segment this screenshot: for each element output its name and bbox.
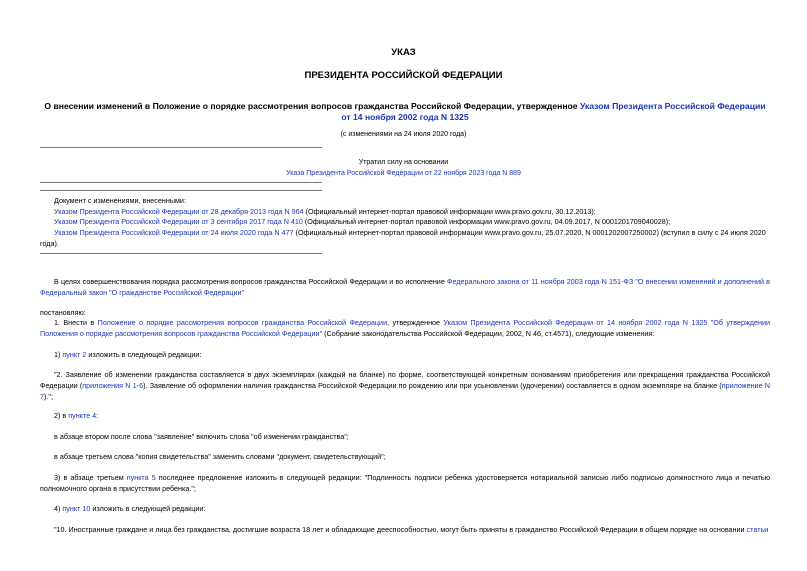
preamble-text: В целях совершенствования порядка рассмотрения вопросов гражданства Российской Федерации и во исполнение: [54, 277, 448, 286]
preamble-paragraph: [40, 276, 770, 298]
quoted-point-10: [54, 524, 770, 535]
changes-item-text: (Официальный интернет-портал правовой информации www.pravo.gov.ru, 04.09.2017, N 0001201709040028);: [302, 217, 671, 226]
item-text: изложить в следующей редакции:: [90, 504, 206, 513]
divider: [40, 253, 322, 254]
divider: [40, 182, 322, 183]
quoted-text: "2. Заявление об изменении гражданства составляется в двух экземплярах (каждый на бланке) по форме, соответствующей конкретным основаниям приобретения или прекращения гражданства Российской Федерации (: [40, 370, 770, 390]
changes-item-text: (Официальный интернет-портал правовой информации www.pravo.gov.ru, 30.12.2013);: [303, 207, 596, 216]
quoted-point-2: [40, 369, 770, 402]
item-4: [54, 503, 205, 514]
expired-basis-link[interactable]: Указа Президента Российской Федерации от 22 ноября 2023 года N 889: [286, 170, 521, 177]
changes-item: [54, 216, 770, 227]
item-text: изложить в следующей редакции:: [86, 350, 202, 359]
paragraph-text: 1. Внести в: [54, 318, 98, 327]
point-2-link[interactable]: пункт 2: [62, 350, 87, 359]
appendices-link[interactable]: приложения N 1-6: [82, 381, 144, 390]
item-text: 2) в: [54, 411, 69, 420]
changes-item: [40, 227, 770, 249]
changes-item-link[interactable]: Указом Президента Российской Федерации от 24 июля 2020 года N 477: [54, 228, 294, 237]
point-10-link[interactable]: пункт 10: [62, 504, 91, 513]
decree-subject: [40, 101, 770, 123]
changes-item-text: (Официальный интернет-портал правовой информации www.pravo.gov.ru, 25.07.2020, N 0001202007250002) (вступил в силу с 24 июля 2020 года).: [40, 228, 766, 248]
amendment-line: в абзаце третьем слова "копия свидетельства" заменить словами "документ, свидетельствующий";: [54, 452, 386, 461]
quoted-text: "10. Иностранные граждане и лица без гражданства, достигшие возраста 18 лет и обладающие дееспособностью, могут быть приняты в гражданство Российской Федерации в общем порядке на основании: [54, 525, 747, 534]
decree-subject-link[interactable]: Указом Президента Российской Федерации от 14 ноября 2002 года N 1325: [341, 101, 766, 122]
item-1: [54, 349, 201, 360]
expired-notice: Утратил силу на основании: [358, 159, 449, 166]
regulation-link[interactable]: Положение о порядке рассмотрения вопросов гражданства Российской Федерации: [97, 318, 388, 327]
item-text: последнее предложение изложить в следующей редакции: "Подлинность подписи ребенка удостоверяется нотариальной записью либо подписью должностного лица и печатью полномочного органа в присутствии ребенка.";: [40, 473, 770, 493]
paragraph-1: [40, 317, 770, 339]
changes-item-link[interactable]: Указом Президента Российской Федерации от 28 декабря 2013 года N 964: [54, 207, 304, 216]
quoted-text: ). Заявление об оформлении наличия гражданства Российской Федерации по рождению или при усыновлении (удочерении) составляется в одном экземпляре на бланке (: [143, 381, 722, 390]
doc-type-title: УКАЗ: [391, 47, 416, 58]
issuer-title: ПРЕЗИДЕНТА РОССИЙСКОЙ ФЕДЕРАЦИИ: [304, 70, 503, 81]
changes-item-link[interactable]: Указом Президента Российской Федерации от 3 сентября 2017 года N 410: [54, 217, 303, 226]
article-link[interactable]: статьи: [746, 525, 769, 534]
item-text: 1): [54, 350, 63, 359]
decree-1325-link[interactable]: Указом Президента Российской Федерации от 14 ноября 2002 года N 1325 "Об утверждении Положения о порядке рассмотрения вопросов гражданства Российской Федерации": [40, 318, 770, 338]
appendix-7-link[interactable]: приложение N 7: [40, 381, 770, 401]
federal-law-link[interactable]: Федерального закона от 11 ноября 2003 года N 151-ФЗ "О внесении изменений и дополнений в Федеральный закон "О гражданстве Российской Федерации": [40, 277, 770, 297]
point-5-link[interactable]: пункта 5: [126, 473, 156, 482]
paragraph-text: , утвержденное: [387, 318, 444, 327]
decree-subject-text: О внесении изменений в Положение о порядке рассмотрения вопросов гражданства Российской Федерации, утвержденное: [44, 101, 580, 111]
item-2: [54, 410, 98, 421]
point-4-link[interactable]: пункте 4: [68, 411, 97, 420]
quoted-text: ).";: [44, 392, 53, 401]
item-text: :: [96, 411, 99, 420]
resolution-word: постановляю:: [40, 308, 86, 317]
paragraph-text: (Собрание законодательства Российской Федерации, 2002, N 46, ст.4571), следующие изменения:: [322, 329, 655, 338]
item-text: 4): [54, 504, 63, 513]
divider: [40, 190, 322, 191]
item-text: 3) в абзаце третьем: [54, 473, 127, 482]
item-3: [40, 472, 770, 494]
divider: [40, 147, 322, 148]
amendment-line: в абзаце втором после слова "заявление" включить слова "об изменении гражданства";: [54, 432, 349, 441]
changes-intro: Документ с изменениями, внесенными:: [54, 196, 186, 205]
amended-note: (с изменениями на 24 июля 2020 года): [340, 131, 467, 138]
